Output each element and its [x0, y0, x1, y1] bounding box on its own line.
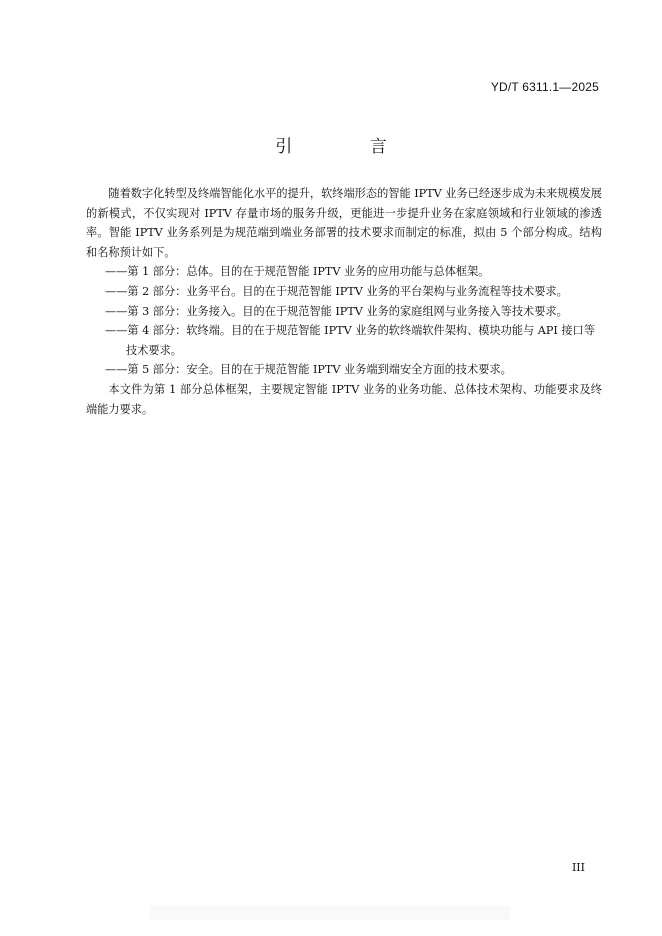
part-item-1: ——第 1 部分：总体。目的在于规范智能 IPTV 业务的应用功能与总体框架。 — [105, 265, 490, 279]
intro-paragraph: 随着数字化转型及终端智能化水平的提升，软终端形态的智能 IPTV 业务已经逐步成为未来规模发展的新模式，不仅实现对 IPTV 存量市场的服务升级，更能进一步提升业务在家庭领域和行业领域的渗透率。智能 IPTV 业务系列是为规范端到端业务部署的技术要求而制定的标准，拟由 5 个部分构成。结构和名称预计如下。 — [86, 187, 602, 259]
part-item-5: ——第 5 部分：安全。目的在于规范智能 IPTV 业务端到端安全方面的技术要求。 — [105, 363, 512, 377]
part-item-4: ——第 4 部分：软终端。目的在于规范智能 IPTV 业务的软终端软件架构、模块功能与 API 接口等技术要求。 — [105, 324, 595, 357]
document-code: YD/T 6311.1—2025 — [490, 80, 599, 94]
part-item-3: ——第 3 部分：业务接入。目的在于规范智能 IPTV 业务的家庭组网与业务接入等技术要求。 — [105, 304, 568, 318]
footer-watermark — [150, 906, 510, 920]
part-item-2: ——第 2 部分：业务平台。目的在于规范智能 IPTV 业务的平台架构与业务流程等技术要求。 — [105, 284, 568, 298]
page-number: III — [571, 861, 585, 874]
document-body — [86, 184, 602, 419]
parts-list — [86, 262, 602, 380]
section-title: 引 言 — [275, 137, 423, 157]
closing-paragraph: 本文件为第 1 部分总体框架，主要规定智能 IPTV 业务的业务功能、总体技术架构、功能要求及终端能力要求。 — [86, 382, 602, 416]
